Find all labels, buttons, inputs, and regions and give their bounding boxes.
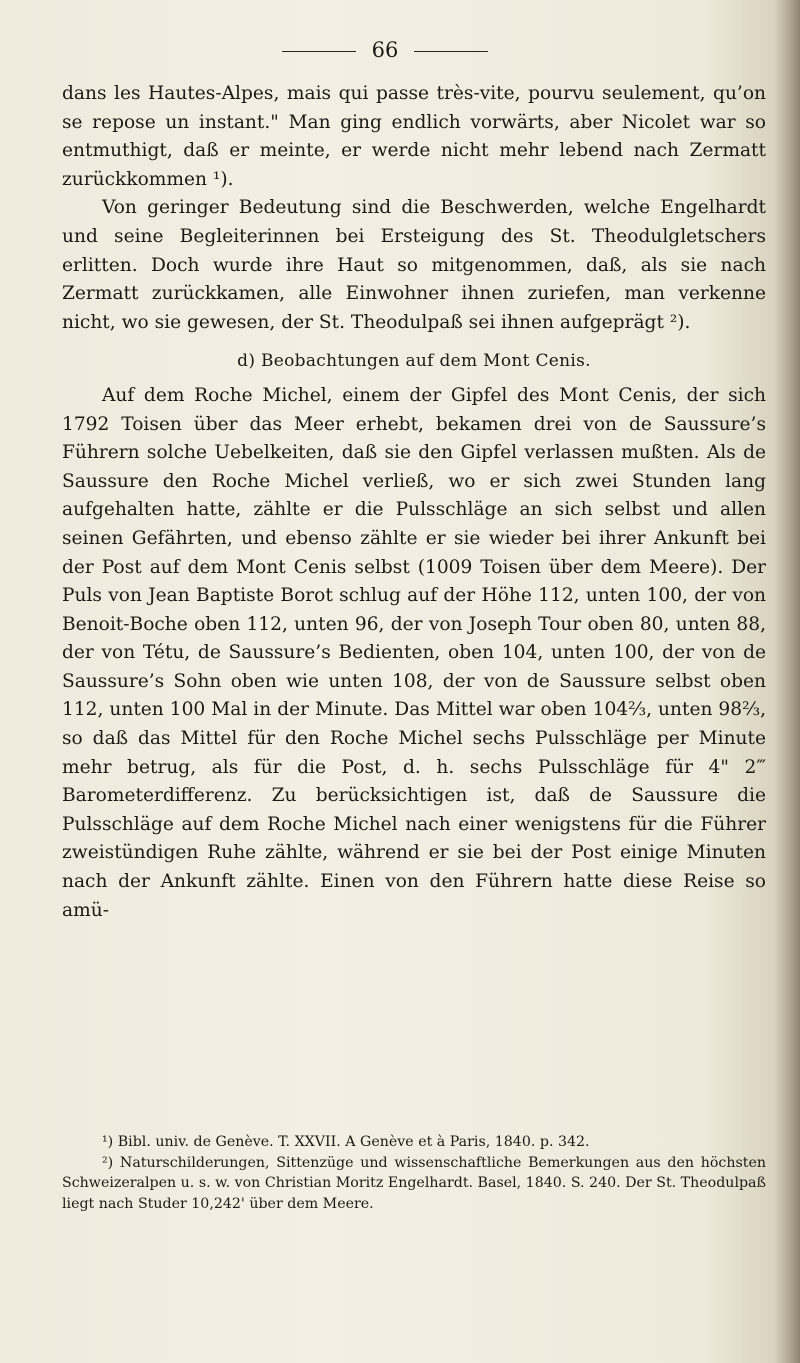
footnotes bbox=[62, 1132, 766, 1214]
header-rule-right bbox=[414, 51, 488, 52]
body-text bbox=[62, 80, 766, 925]
paragraph-roche-michel: Auf dem Roche Michel, einem der Gipfel des Mont Cenis, der sich 1792 Toisen über das Meer erhebt, bekamen drei von de Saussure’s Führern solche Uebelkeiten, daß sie den Gipfel verlassen mußten. Als de Saussure den Roche Michel verließ, wo er sich zwei Stunden lang aufgehalten hatte, zählte er die Pulsschläge an sich selbst und allen seinen Gefährten, und ebenso zählte er sie wieder bei ihrer Ankunft bei der Post auf dem Mont Cenis selbst (1009 Toisen über dem Meere). Der Puls von Jean Baptiste Borot schlug auf der Höhe 112, unten 100, der von Benoit-Boche oben 112, unten 96, der von Joseph Tour oben 80, unten 88, der von Tétu, de Saussure’s Bedienten, oben 104, unten 100, der von de Saussure’s Sohn oben wie unten 108, der von de Saussure selbst oben 112, unten 100 Mal in der Minute. Das Mittel war oben 104⅔, unten 98⅔, so daß das Mittel für den Roche Michel sechs Pulsschläge per Minute mehr betrug, als für die Post, d. h. sechs Pulsschläge für 4" 2‴ Barometerdifferenz. Zu berücksichtigen ist, daß de Saussure die Pulsschläge auf dem Roche Michel nach einer wenigstens für die Führer zweistündigen Ruhe zählte, während er sie bei der Post einige Minuten nach der Ankunft zählte. Einen von den Führern hatte diese Reise so amü- bbox=[62, 384, 766, 921]
page-number: 66 bbox=[371, 38, 399, 62]
footnote-2: ²) Naturschilderungen, Sittenzüge und wissenschaftliche Bemerkungen aus den höchsten Schweizeralpen u. s. w. von Christian Moritz Engelhardt. Basel, 1840. S. 240. Der St. Theodulpaß liegt nach Studer 10,242' über dem Meere. bbox=[62, 1154, 766, 1212]
page-header bbox=[0, 38, 770, 62]
page-edge-shadow bbox=[774, 0, 800, 1363]
footnote-1: ¹) Bibl. univ. de Genève. T. XXVII. A Genève et à Paris, 1840. p. 342. bbox=[102, 1134, 590, 1150]
header-rule-left bbox=[282, 51, 356, 52]
paragraph-continuation: dans les Hautes-Alpes, mais qui passe très-vite, pourvu seulement, qu’on se repose un instant." Man ging endlich vorwärts, aber Nicolet war so entmuthigt, daß er meinte, er werde nicht mehr lebend nach Zermatt zurückkommen ¹). bbox=[62, 83, 766, 190]
section-heading: d) Beobachtungen auf dem Mont Cenis. bbox=[237, 351, 591, 372]
paragraph-engelhardt: Von geringer Bedeutung sind die Beschwerden, welche Engelhardt und seine Begleiterinnen bei Ersteigung des St. Theodulgletschers erlitten. Doch wurde ihre Haut so mitgenommen, daß, als sie nach Zermatt zurückkamen, alle Einwohner ihnen zuriefen, man verkenne nicht, wo sie gewesen, der St. Theodulpaß sei ihnen aufgeprägt ²). bbox=[62, 197, 766, 333]
